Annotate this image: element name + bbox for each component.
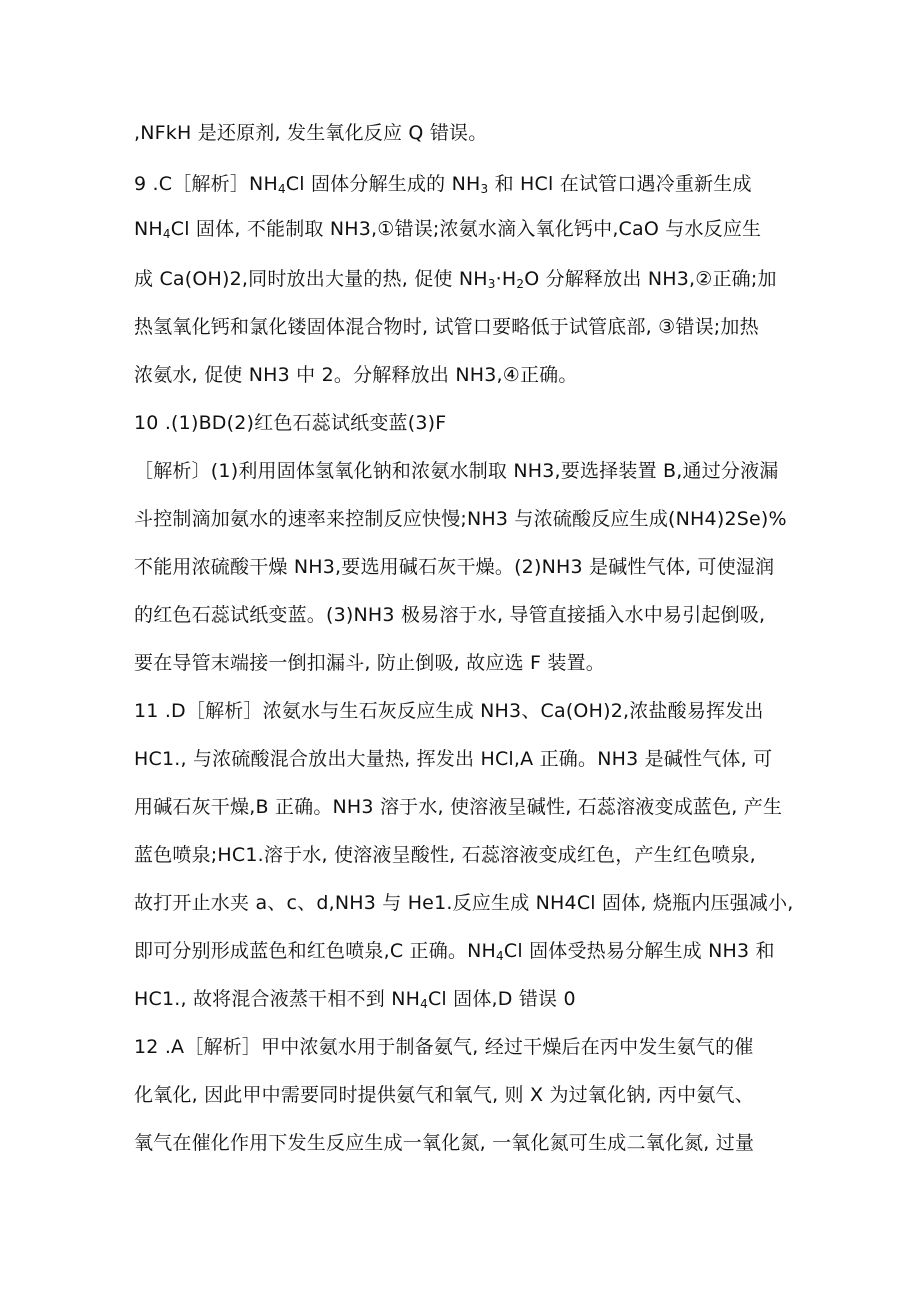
text-segment: O 分解释放出 NH3,②正确;加: [524, 268, 777, 290]
text-line: [134, 890, 854, 916]
subscript: 4: [162, 227, 171, 241]
text-segment: 和 HCl 在试管口遇冷重新生成: [488, 173, 752, 195]
text-segment: 故打开止水夹 a、c、d,NH3 与 He1.反应生成 NH4Cl 固体, 烧瓶内压强减小,: [134, 892, 794, 914]
subscript: 3: [487, 277, 496, 291]
text-segment: 用碱石灰干燥,B 正确。NH3 溶于水, 使溶液呈碱性, 石蕊溶液变成蓝色, 产生: [134, 796, 783, 818]
text-segment: Cl 固体分解生成的 NH: [285, 173, 481, 195]
text-line: [134, 1082, 854, 1108]
text-line: [134, 602, 854, 628]
text-line: [134, 650, 854, 676]
text-line: [134, 1034, 854, 1060]
text-line: [134, 216, 854, 242]
text-segment: ［解析〕(1)利用固体氢氧化钠和浓氨水制取 NH3,要选择装置 B,通过分液漏: [134, 460, 779, 482]
text-segment: 不能用浓硫酸干燥 NH3,要选用碱石灰干燥。(2)NH3 是碱性气体, 可使湿润: [134, 556, 775, 578]
text-line: [134, 314, 854, 340]
text-segment: 化氧化, 因此甲中需要同时提供氨气和氧气, 则 X 为过氧化钠, 丙中氨气、: [134, 1084, 754, 1106]
text-segment: 热氢氧化钙和氯化镂固体混合物时, 试管口要略低于试管底部, ③错误;加热: [134, 316, 759, 338]
text-line: [134, 458, 854, 484]
text-segment: Cl 固体,D 错误 0: [427, 988, 576, 1010]
text-segment: 浓氨水, 促使 NH3 中 2。分解释放出 NH3,④正确。: [134, 364, 578, 386]
text-line: [134, 362, 854, 388]
subscript: 4: [496, 949, 504, 963]
text-segment: Cl 固体, 不能制取 NH3,①错误;浓氨水滴入氧化钙中,CaO 与水反应生: [170, 218, 762, 240]
text-segment: HC1., 故将混合液蒸干相不到 NH: [134, 988, 421, 1010]
text-segment: ·H: [495, 268, 517, 290]
text-line: [134, 554, 854, 580]
text-segment: 12 .A［解析］甲中浓氨水用于制备氨气, 经过干燥后在丙中发生氨气的催: [134, 1036, 754, 1058]
text-line: [134, 794, 854, 820]
text-line: [134, 506, 854, 532]
text-segment: NH: [134, 218, 163, 240]
text-segment: 即可分别形成蓝色和红色喷泉,C 正确。NH: [134, 940, 497, 962]
text-line: [134, 171, 854, 197]
subscript: 4: [277, 182, 286, 196]
text-segment: 10 .(1)BD(2)红色石蕊试纸变蓝(3)F: [134, 412, 447, 434]
text-line: [134, 938, 854, 964]
text-segment: 斗控制滴加氨水的速率来控制反应快慢;NH3 与浓硫酸反应生成(NH4)2Se)%: [134, 508, 787, 530]
text-segment: 成 Ca(OH)2,同时放出大量的热, 促使 NH: [134, 268, 488, 290]
subscript: 3: [480, 182, 489, 196]
text-line: [134, 986, 854, 1012]
text-segment: 要在导管末端接一倒扣漏斗, 防止倒吸, 故应选 F 装置。: [134, 652, 605, 674]
text-segment: 的红色石蕊试纸变蓝。(3)NH3 极易溶于水, 导管直接插入水中易引起倒吸,: [134, 604, 766, 626]
text-segment: 蓝色喷泉;HC1.溶于水, 使溶液呈酸性, 石蕊溶液变成红色，产生红色喷泉,: [134, 844, 756, 866]
text-segment: HC1., 与浓硫酸混合放出大量热, 挥发出 HCl,A 正确。NH3 是碱性气体, 可: [134, 748, 773, 770]
text-line: [134, 746, 854, 772]
text-line: [134, 410, 854, 436]
text-line: [134, 266, 854, 292]
text-segment: 9 .C［解析］NH: [134, 173, 278, 195]
text-line: [134, 1130, 854, 1156]
text-line: [134, 120, 854, 146]
text-segment: 氧气在催化作用下发生反应生成一氧化氮, 一氧化氮可生成二氧化氮, 过量: [134, 1132, 755, 1154]
subscript: 2: [516, 277, 525, 291]
text-segment: ,NFkH 是还原剂, 发生氧化反应 Q 错误。: [134, 122, 488, 144]
text-segment: 11 .D［解析］浓氨水与生石灰反应生成 NH3、Ca(OH)2,浓盐酸易挥发出: [134, 700, 764, 722]
text-line: [134, 698, 854, 724]
subscript: 4: [420, 997, 428, 1011]
text-segment: Cl 固体受热易分解生成 NH3 和: [503, 940, 775, 962]
text-line: [134, 842, 854, 868]
